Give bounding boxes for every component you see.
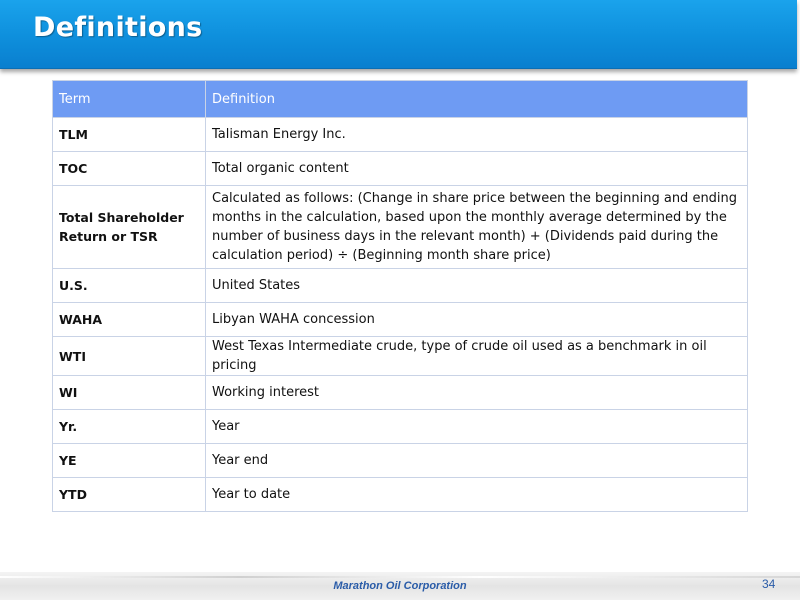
definition-cell: Total organic content (206, 152, 748, 186)
table-row (53, 376, 748, 410)
footer-company-name: Marathon Oil Corporation (333, 580, 467, 592)
term-cell: WAHA (53, 303, 206, 337)
term-cell: Yr. (53, 410, 206, 444)
definition-cell: Talisman Energy Inc. (206, 118, 748, 152)
term-cell: TLM (53, 118, 206, 152)
term-cell: WTI (53, 337, 206, 376)
table-row (53, 478, 748, 512)
table-row (53, 186, 748, 269)
table-row (53, 152, 748, 186)
page-number: 34 (762, 577, 776, 591)
definition-cell: United States (206, 269, 748, 303)
table-row (53, 118, 748, 152)
definition-cell: Libyan WAHA concession (206, 303, 748, 337)
term-cell: Total Shareholder Return or TSR (53, 186, 206, 269)
table-header-row (53, 81, 748, 118)
term-cell: YE (53, 444, 206, 478)
term-cell: U.S. (53, 269, 206, 303)
table-row (53, 303, 748, 337)
title-bar (0, 0, 797, 69)
term-cell: YTD (53, 478, 206, 512)
term-cell: WI (53, 376, 206, 410)
definition-cell: Calculated as follows: (Change in share price between the beginning and ending months in the calculation, based upon the monthly average determined by the number of business days in the relevant month) + (Dividends paid during the calculation period) ÷ (Beginning month share price) (206, 186, 748, 269)
definition-cell: Year to date (206, 478, 748, 512)
slide-title: Definitions (33, 12, 203, 43)
table-row (53, 337, 748, 376)
footer-stripe (0, 576, 800, 578)
table-row (53, 444, 748, 478)
definition-cell: Working interest (206, 376, 748, 410)
definition-cell: West Texas Intermediate crude, type of crude oil used as a benchmark in oil pricing (206, 337, 748, 376)
term-cell: TOC (53, 152, 206, 186)
header-term: Term (53, 81, 206, 118)
definition-cell: Year (206, 410, 748, 444)
table-row (53, 410, 748, 444)
header-definition: Definition (206, 81, 748, 118)
table-row (53, 269, 748, 303)
definition-cell: Year end (206, 444, 748, 478)
definitions-table (52, 80, 748, 512)
